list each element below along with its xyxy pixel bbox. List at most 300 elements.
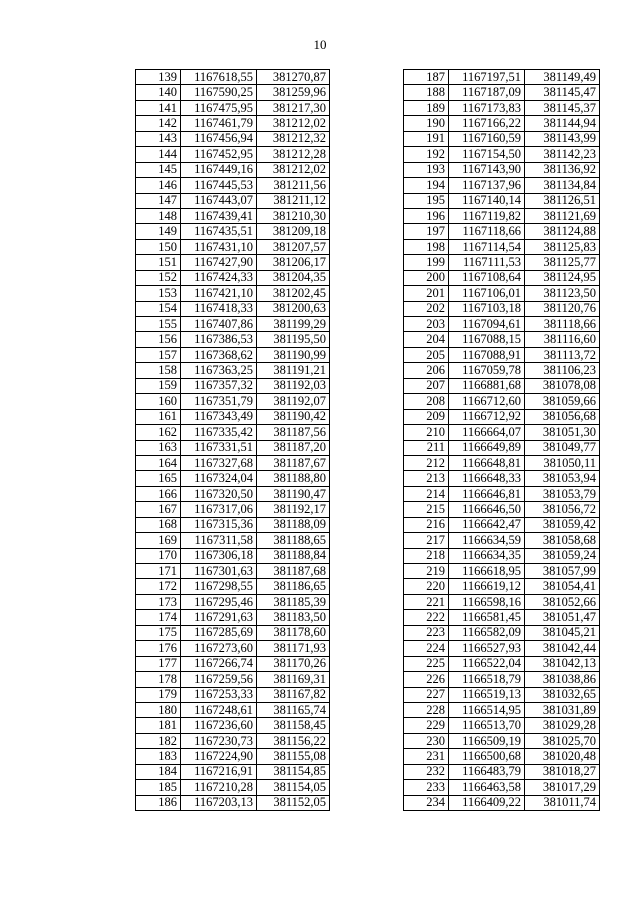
point-number-cell: 202 bbox=[404, 301, 449, 316]
point-number-cell: 159 bbox=[136, 378, 181, 393]
x-coordinate-cell: 1167327,68 bbox=[181, 455, 257, 470]
y-coordinate-cell: 381207,57 bbox=[257, 239, 330, 254]
x-coordinate-cell: 1167216,91 bbox=[181, 764, 257, 779]
x-coordinate-cell: 1166712,92 bbox=[449, 409, 525, 424]
x-coordinate-cell: 1167118,66 bbox=[449, 224, 525, 239]
table-row bbox=[404, 455, 600, 470]
table-row bbox=[136, 425, 330, 440]
coordinates-table-left bbox=[135, 69, 330, 811]
table-row bbox=[404, 702, 600, 717]
table-row bbox=[404, 425, 600, 440]
x-coordinate-cell: 1167439,41 bbox=[181, 208, 257, 223]
table-row bbox=[136, 780, 330, 795]
table-row bbox=[404, 239, 600, 254]
table-row bbox=[404, 85, 600, 100]
y-coordinate-cell: 381185,39 bbox=[257, 594, 330, 609]
point-number-cell: 165 bbox=[136, 471, 181, 486]
y-coordinate-cell: 381113,72 bbox=[525, 347, 600, 362]
point-number-cell: 211 bbox=[404, 440, 449, 455]
y-coordinate-cell: 381195,50 bbox=[257, 332, 330, 347]
x-coordinate-cell: 1167230,73 bbox=[181, 733, 257, 748]
y-coordinate-cell: 381190,47 bbox=[257, 486, 330, 501]
table-row bbox=[404, 378, 600, 393]
table-row bbox=[136, 718, 330, 733]
x-coordinate-cell: 1167324,04 bbox=[181, 471, 257, 486]
table-row bbox=[136, 193, 330, 208]
x-coordinate-cell: 1166514,95 bbox=[449, 702, 525, 717]
table-row bbox=[404, 486, 600, 501]
table-row bbox=[404, 224, 600, 239]
point-number-cell: 172 bbox=[136, 579, 181, 594]
x-coordinate-cell: 1167431,10 bbox=[181, 239, 257, 254]
y-coordinate-cell: 381031,89 bbox=[525, 702, 600, 717]
x-coordinate-cell: 1166518,79 bbox=[449, 672, 525, 687]
y-coordinate-cell: 381106,23 bbox=[525, 363, 600, 378]
point-number-cell: 157 bbox=[136, 347, 181, 362]
point-number-cell: 196 bbox=[404, 208, 449, 223]
point-number-cell: 190 bbox=[404, 116, 449, 131]
table-row bbox=[404, 780, 600, 795]
x-coordinate-cell: 1167424,33 bbox=[181, 270, 257, 285]
x-coordinate-cell: 1167456,94 bbox=[181, 131, 257, 146]
table-row bbox=[136, 749, 330, 764]
table-row bbox=[136, 471, 330, 486]
x-coordinate-cell: 1167449,16 bbox=[181, 162, 257, 177]
point-number-cell: 205 bbox=[404, 347, 449, 362]
y-coordinate-cell: 381056,68 bbox=[525, 409, 600, 424]
table-row bbox=[404, 764, 600, 779]
table-row bbox=[404, 579, 600, 594]
x-coordinate-cell: 1167259,56 bbox=[181, 672, 257, 687]
y-coordinate-cell: 381259,96 bbox=[257, 85, 330, 100]
y-coordinate-cell: 381171,93 bbox=[257, 641, 330, 656]
x-coordinate-cell: 1167248,61 bbox=[181, 702, 257, 717]
y-coordinate-cell: 381051,47 bbox=[525, 610, 600, 625]
table-row bbox=[136, 100, 330, 115]
table-row bbox=[136, 116, 330, 131]
point-number-cell: 167 bbox=[136, 502, 181, 517]
point-number-cell: 193 bbox=[404, 162, 449, 177]
y-coordinate-cell: 381167,82 bbox=[257, 687, 330, 702]
point-number-cell: 227 bbox=[404, 687, 449, 702]
point-number-cell: 220 bbox=[404, 579, 449, 594]
point-number-cell: 146 bbox=[136, 178, 181, 193]
table-row bbox=[136, 517, 330, 532]
x-coordinate-cell: 1166509,19 bbox=[449, 733, 525, 748]
table-row bbox=[136, 455, 330, 470]
point-number-cell: 178 bbox=[136, 672, 181, 687]
y-coordinate-cell: 381152,05 bbox=[257, 795, 330, 810]
table-row bbox=[136, 795, 330, 810]
x-coordinate-cell: 1167094,61 bbox=[449, 317, 525, 332]
x-coordinate-cell: 1167357,32 bbox=[181, 378, 257, 393]
table-row bbox=[404, 116, 600, 131]
y-coordinate-cell: 381136,92 bbox=[525, 162, 600, 177]
y-coordinate-cell: 381145,37 bbox=[525, 100, 600, 115]
x-coordinate-cell: 1167590,25 bbox=[181, 85, 257, 100]
x-coordinate-cell: 1167140,14 bbox=[449, 193, 525, 208]
table-row bbox=[136, 347, 330, 362]
y-coordinate-cell: 381078,08 bbox=[525, 378, 600, 393]
table-row bbox=[404, 687, 600, 702]
y-coordinate-cell: 381154,85 bbox=[257, 764, 330, 779]
table-row bbox=[404, 471, 600, 486]
point-number-cell: 207 bbox=[404, 378, 449, 393]
x-coordinate-cell: 1167445,53 bbox=[181, 178, 257, 193]
table-row bbox=[404, 131, 600, 146]
table-row bbox=[404, 672, 600, 687]
y-coordinate-cell: 381212,02 bbox=[257, 116, 330, 131]
point-number-cell: 226 bbox=[404, 672, 449, 687]
y-coordinate-cell: 381206,17 bbox=[257, 255, 330, 270]
x-coordinate-cell: 1167320,50 bbox=[181, 486, 257, 501]
point-number-cell: 214 bbox=[404, 486, 449, 501]
y-coordinate-cell: 381134,84 bbox=[525, 178, 600, 193]
point-number-cell: 149 bbox=[136, 224, 181, 239]
table-row bbox=[136, 255, 330, 270]
point-number-cell: 154 bbox=[136, 301, 181, 316]
x-coordinate-cell: 1167119,82 bbox=[449, 208, 525, 223]
y-coordinate-cell: 381158,45 bbox=[257, 718, 330, 733]
table-row bbox=[404, 70, 600, 85]
point-number-cell: 145 bbox=[136, 162, 181, 177]
point-number-cell: 153 bbox=[136, 286, 181, 301]
x-coordinate-cell: 1167435,51 bbox=[181, 224, 257, 239]
y-coordinate-cell: 381017,29 bbox=[525, 780, 600, 795]
y-coordinate-cell: 381192,03 bbox=[257, 378, 330, 393]
table-row bbox=[136, 764, 330, 779]
point-number-cell: 233 bbox=[404, 780, 449, 795]
point-number-cell: 208 bbox=[404, 394, 449, 409]
y-coordinate-cell: 381050,11 bbox=[525, 455, 600, 470]
table-row bbox=[136, 394, 330, 409]
table-row bbox=[404, 656, 600, 671]
x-coordinate-cell: 1167137,96 bbox=[449, 178, 525, 193]
table-row bbox=[136, 363, 330, 378]
x-coordinate-cell: 1166500,68 bbox=[449, 749, 525, 764]
point-number-cell: 204 bbox=[404, 332, 449, 347]
point-number-cell: 224 bbox=[404, 641, 449, 656]
page-number: 10 bbox=[313, 37, 327, 52]
point-number-cell: 175 bbox=[136, 625, 181, 640]
y-coordinate-cell: 381052,66 bbox=[525, 594, 600, 609]
x-coordinate-cell: 1167203,13 bbox=[181, 795, 257, 810]
table-row bbox=[404, 733, 600, 748]
x-coordinate-cell: 1166618,95 bbox=[449, 564, 525, 579]
point-number-cell: 182 bbox=[136, 733, 181, 748]
x-coordinate-cell: 1166642,47 bbox=[449, 517, 525, 532]
x-coordinate-cell: 1167160,59 bbox=[449, 131, 525, 146]
point-number-cell: 161 bbox=[136, 409, 181, 424]
point-number-cell: 166 bbox=[136, 486, 181, 501]
point-number-cell: 199 bbox=[404, 255, 449, 270]
table-row bbox=[404, 286, 600, 301]
table-row bbox=[404, 178, 600, 193]
point-number-cell: 198 bbox=[404, 239, 449, 254]
point-number-cell: 155 bbox=[136, 317, 181, 332]
x-coordinate-cell: 1167368,62 bbox=[181, 347, 257, 362]
y-coordinate-cell: 381020,48 bbox=[525, 749, 600, 764]
table-row bbox=[404, 564, 600, 579]
y-coordinate-cell: 381209,18 bbox=[257, 224, 330, 239]
y-coordinate-cell: 381212,32 bbox=[257, 131, 330, 146]
y-coordinate-cell: 381190,42 bbox=[257, 409, 330, 424]
y-coordinate-cell: 381212,28 bbox=[257, 147, 330, 162]
x-coordinate-cell: 1167311,58 bbox=[181, 533, 257, 548]
table-row bbox=[404, 795, 600, 810]
table-row bbox=[136, 70, 330, 85]
point-number-cell: 197 bbox=[404, 224, 449, 239]
point-number-cell: 169 bbox=[136, 533, 181, 548]
point-number-cell: 143 bbox=[136, 131, 181, 146]
x-coordinate-cell: 1166513,70 bbox=[449, 718, 525, 733]
x-coordinate-cell: 1167187,09 bbox=[449, 85, 525, 100]
table-row bbox=[136, 270, 330, 285]
point-number-cell: 203 bbox=[404, 317, 449, 332]
y-coordinate-cell: 381118,66 bbox=[525, 317, 600, 332]
table-row bbox=[136, 687, 330, 702]
table-row bbox=[404, 332, 600, 347]
table-row bbox=[136, 594, 330, 609]
y-coordinate-cell: 381049,77 bbox=[525, 440, 600, 455]
x-coordinate-cell: 1167273,60 bbox=[181, 641, 257, 656]
x-coordinate-cell: 1167421,10 bbox=[181, 286, 257, 301]
point-number-cell: 219 bbox=[404, 564, 449, 579]
table-row bbox=[136, 162, 330, 177]
point-number-cell: 160 bbox=[136, 394, 181, 409]
y-coordinate-cell: 381051,30 bbox=[525, 425, 600, 440]
x-coordinate-cell: 1167253,33 bbox=[181, 687, 257, 702]
point-number-cell: 174 bbox=[136, 610, 181, 625]
x-coordinate-cell: 1167306,18 bbox=[181, 548, 257, 563]
x-coordinate-cell: 1166463,58 bbox=[449, 780, 525, 795]
point-number-cell: 232 bbox=[404, 764, 449, 779]
point-number-cell: 217 bbox=[404, 533, 449, 548]
table-row bbox=[404, 255, 600, 270]
y-coordinate-cell: 381126,51 bbox=[525, 193, 600, 208]
point-number-cell: 164 bbox=[136, 455, 181, 470]
x-coordinate-cell: 1167363,25 bbox=[181, 363, 257, 378]
table-row bbox=[136, 672, 330, 687]
y-coordinate-cell: 381190,99 bbox=[257, 347, 330, 362]
table-row bbox=[404, 749, 600, 764]
y-coordinate-cell: 381059,66 bbox=[525, 394, 600, 409]
x-coordinate-cell: 1167335,42 bbox=[181, 425, 257, 440]
coordinates-table-right bbox=[403, 69, 600, 811]
point-number-cell: 176 bbox=[136, 641, 181, 656]
x-coordinate-cell: 1166519,13 bbox=[449, 687, 525, 702]
x-coordinate-cell: 1167291,63 bbox=[181, 610, 257, 625]
y-coordinate-cell: 381170,26 bbox=[257, 656, 330, 671]
y-coordinate-cell: 381187,67 bbox=[257, 455, 330, 470]
x-coordinate-cell: 1166598,16 bbox=[449, 594, 525, 609]
point-number-cell: 210 bbox=[404, 425, 449, 440]
x-coordinate-cell: 1167103,18 bbox=[449, 301, 525, 316]
point-number-cell: 162 bbox=[136, 425, 181, 440]
point-number-cell: 183 bbox=[136, 749, 181, 764]
y-coordinate-cell: 381124,88 bbox=[525, 224, 600, 239]
table-row bbox=[136, 486, 330, 501]
y-coordinate-cell: 381125,83 bbox=[525, 239, 600, 254]
x-coordinate-cell: 1166522,04 bbox=[449, 656, 525, 671]
y-coordinate-cell: 381053,79 bbox=[525, 486, 600, 501]
table-row bbox=[404, 394, 600, 409]
point-number-cell: 170 bbox=[136, 548, 181, 563]
table-row bbox=[136, 332, 330, 347]
y-coordinate-cell: 381038,86 bbox=[525, 672, 600, 687]
point-number-cell: 156 bbox=[136, 332, 181, 347]
x-coordinate-cell: 1167106,01 bbox=[449, 286, 525, 301]
point-number-cell: 141 bbox=[136, 100, 181, 115]
x-coordinate-cell: 1167285,69 bbox=[181, 625, 257, 640]
table-row bbox=[136, 656, 330, 671]
x-coordinate-cell: 1167154,50 bbox=[449, 147, 525, 162]
x-coordinate-cell: 1167224,90 bbox=[181, 749, 257, 764]
table-row bbox=[404, 533, 600, 548]
table-row bbox=[136, 301, 330, 316]
x-coordinate-cell: 1167088,15 bbox=[449, 332, 525, 347]
x-coordinate-cell: 1167351,79 bbox=[181, 394, 257, 409]
y-coordinate-cell: 381188,65 bbox=[257, 533, 330, 548]
y-coordinate-cell: 381018,27 bbox=[525, 764, 600, 779]
point-number-cell: 222 bbox=[404, 610, 449, 625]
point-number-cell: 181 bbox=[136, 718, 181, 733]
table-row bbox=[404, 100, 600, 115]
x-coordinate-cell: 1166483,79 bbox=[449, 764, 525, 779]
table-row bbox=[404, 270, 600, 285]
x-coordinate-cell: 1166646,50 bbox=[449, 502, 525, 517]
point-number-cell: 218 bbox=[404, 548, 449, 563]
y-coordinate-cell: 381186,65 bbox=[257, 579, 330, 594]
table-row bbox=[136, 286, 330, 301]
point-number-cell: 221 bbox=[404, 594, 449, 609]
point-number-cell: 200 bbox=[404, 270, 449, 285]
table-row bbox=[136, 502, 330, 517]
x-coordinate-cell: 1166646,81 bbox=[449, 486, 525, 501]
y-coordinate-cell: 381125,77 bbox=[525, 255, 600, 270]
x-coordinate-cell: 1166648,81 bbox=[449, 455, 525, 470]
x-coordinate-cell: 1167210,28 bbox=[181, 780, 257, 795]
table-row bbox=[136, 409, 330, 424]
x-coordinate-cell: 1167331,51 bbox=[181, 440, 257, 455]
y-coordinate-cell: 381029,28 bbox=[525, 718, 600, 733]
x-coordinate-cell: 1166634,59 bbox=[449, 533, 525, 548]
y-coordinate-cell: 381124,95 bbox=[525, 270, 600, 285]
point-number-cell: 234 bbox=[404, 795, 449, 810]
y-coordinate-cell: 381191,21 bbox=[257, 363, 330, 378]
x-coordinate-cell: 1166634,35 bbox=[449, 548, 525, 563]
point-number-cell: 188 bbox=[404, 85, 449, 100]
x-coordinate-cell: 1167059,78 bbox=[449, 363, 525, 378]
table-row bbox=[404, 641, 600, 656]
x-coordinate-cell: 1167266,74 bbox=[181, 656, 257, 671]
point-number-cell: 189 bbox=[404, 100, 449, 115]
table-row bbox=[136, 733, 330, 748]
x-coordinate-cell: 1166664,07 bbox=[449, 425, 525, 440]
point-number-cell: 228 bbox=[404, 702, 449, 717]
y-coordinate-cell: 381211,12 bbox=[257, 193, 330, 208]
point-number-cell: 139 bbox=[136, 70, 181, 85]
table-row bbox=[404, 409, 600, 424]
point-number-cell: 209 bbox=[404, 409, 449, 424]
y-coordinate-cell: 381204,35 bbox=[257, 270, 330, 285]
table-row bbox=[136, 641, 330, 656]
table-row bbox=[136, 131, 330, 146]
table-row bbox=[136, 239, 330, 254]
y-coordinate-cell: 381217,30 bbox=[257, 100, 330, 115]
table-row bbox=[136, 208, 330, 223]
x-coordinate-cell: 1166581,45 bbox=[449, 610, 525, 625]
point-number-cell: 168 bbox=[136, 517, 181, 532]
y-coordinate-cell: 381187,68 bbox=[257, 564, 330, 579]
x-coordinate-cell: 1167461,79 bbox=[181, 116, 257, 131]
y-coordinate-cell: 381123,50 bbox=[525, 286, 600, 301]
y-coordinate-cell: 381120,76 bbox=[525, 301, 600, 316]
y-coordinate-cell: 381178,60 bbox=[257, 625, 330, 640]
y-coordinate-cell: 381143,99 bbox=[525, 131, 600, 146]
y-coordinate-cell: 381053,94 bbox=[525, 471, 600, 486]
x-coordinate-cell: 1167088,91 bbox=[449, 347, 525, 362]
y-coordinate-cell: 381116,60 bbox=[525, 332, 600, 347]
y-coordinate-cell: 381056,72 bbox=[525, 502, 600, 517]
y-coordinate-cell: 381011,74 bbox=[525, 795, 600, 810]
table-row bbox=[136, 564, 330, 579]
y-coordinate-cell: 381156,22 bbox=[257, 733, 330, 748]
y-coordinate-cell: 381054,41 bbox=[525, 579, 600, 594]
y-coordinate-cell: 381210,30 bbox=[257, 208, 330, 223]
point-number-cell: 150 bbox=[136, 239, 181, 254]
x-coordinate-cell: 1167114,54 bbox=[449, 239, 525, 254]
point-number-cell: 140 bbox=[136, 85, 181, 100]
y-coordinate-cell: 381212,02 bbox=[257, 162, 330, 177]
x-coordinate-cell: 1166582,09 bbox=[449, 625, 525, 640]
y-coordinate-cell: 381042,13 bbox=[525, 656, 600, 671]
table-row bbox=[404, 208, 600, 223]
point-number-cell: 187 bbox=[404, 70, 449, 85]
y-coordinate-cell: 381155,08 bbox=[257, 749, 330, 764]
x-coordinate-cell: 1167295,46 bbox=[181, 594, 257, 609]
point-number-cell: 216 bbox=[404, 517, 449, 532]
point-number-cell: 191 bbox=[404, 131, 449, 146]
y-coordinate-cell: 381045,21 bbox=[525, 625, 600, 640]
point-number-cell: 148 bbox=[136, 208, 181, 223]
x-coordinate-cell: 1167452,95 bbox=[181, 147, 257, 162]
y-coordinate-cell: 381025,70 bbox=[525, 733, 600, 748]
table-row bbox=[404, 363, 600, 378]
x-coordinate-cell: 1167197,51 bbox=[449, 70, 525, 85]
table-row bbox=[404, 317, 600, 332]
table-row bbox=[136, 224, 330, 239]
point-number-cell: 225 bbox=[404, 656, 449, 671]
y-coordinate-cell: 381187,20 bbox=[257, 440, 330, 455]
y-coordinate-cell: 381199,29 bbox=[257, 317, 330, 332]
y-coordinate-cell: 381211,56 bbox=[257, 178, 330, 193]
y-coordinate-cell: 381058,68 bbox=[525, 533, 600, 548]
y-coordinate-cell: 381144,94 bbox=[525, 116, 600, 131]
x-coordinate-cell: 1167143,90 bbox=[449, 162, 525, 177]
table-row bbox=[136, 178, 330, 193]
point-number-cell: 206 bbox=[404, 363, 449, 378]
y-coordinate-cell: 381200,63 bbox=[257, 301, 330, 316]
y-coordinate-cell: 381188,80 bbox=[257, 471, 330, 486]
x-coordinate-cell: 1167111,53 bbox=[449, 255, 525, 270]
y-coordinate-cell: 381121,69 bbox=[525, 208, 600, 223]
x-coordinate-cell: 1167418,33 bbox=[181, 301, 257, 316]
point-number-cell: 215 bbox=[404, 502, 449, 517]
table-row bbox=[404, 193, 600, 208]
x-coordinate-cell: 1166712,60 bbox=[449, 394, 525, 409]
x-coordinate-cell: 1166649,89 bbox=[449, 440, 525, 455]
